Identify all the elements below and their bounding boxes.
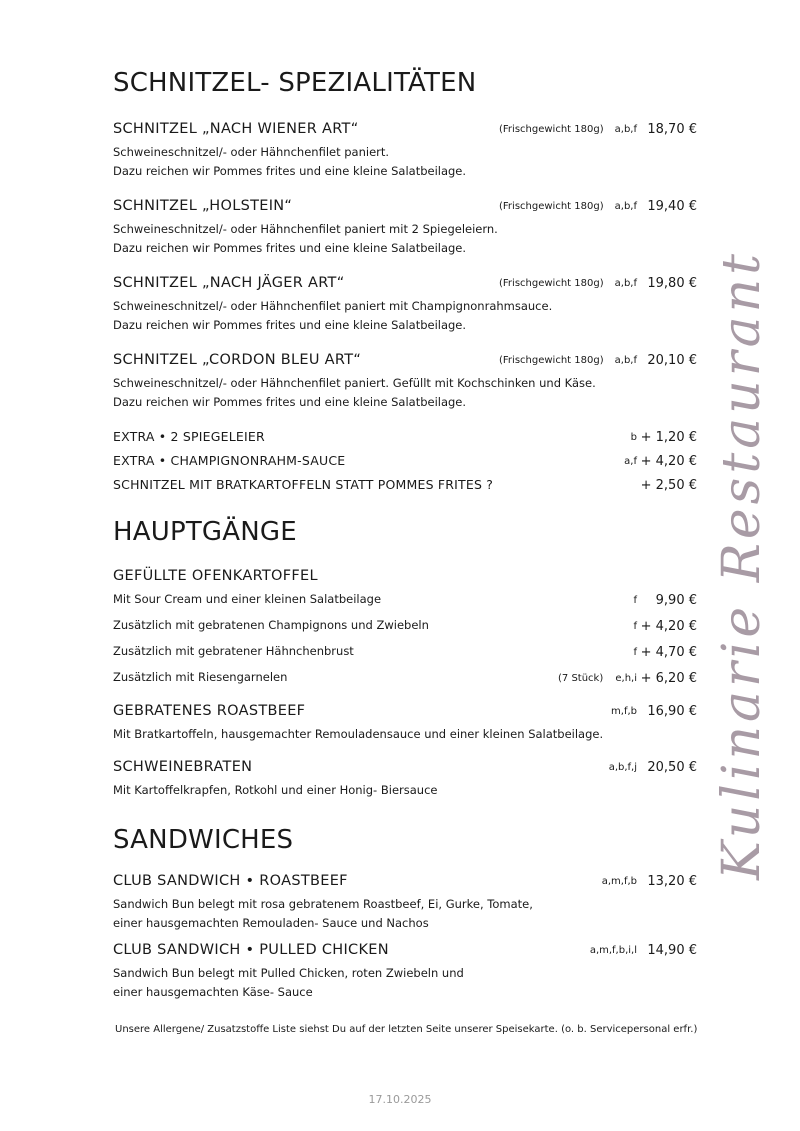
extra-item xyxy=(113,429,699,449)
item-allergens: a,b,f xyxy=(614,124,637,135)
item-allergens: a,m,f,b,i,l xyxy=(589,945,637,956)
item-weight: (Frischgewicht 180g) xyxy=(499,278,604,289)
item-weight: (Frischgewicht 180g) xyxy=(499,355,604,366)
item-allergens: a,m,f,b xyxy=(601,876,637,887)
allergen-footnote: Unsere Allergene/ Zusatzstoffe Liste siehst Du auf der letzten Seite unserer Speisekarte. (o. b. Servicepersonal erfr.) xyxy=(115,1024,698,1035)
menu-item xyxy=(113,352,699,412)
option-text: Zusätzlich mit gebratenen Champignons und Zwiebeln xyxy=(113,618,429,632)
option-text: Zusätzlich mit Riesengarnelen xyxy=(113,670,288,684)
item-allergens: a,b,f xyxy=(614,201,637,212)
item-description: einer hausgemachten Remouladen- Sauce und Nachos xyxy=(113,916,429,930)
item-name: SCHNITZEL „NACH WIENER ART“ xyxy=(113,121,359,137)
item-name: SCHWEINEBRATEN xyxy=(113,759,253,775)
option-allergens: e,h,i xyxy=(615,673,637,684)
restaurant-logo: Kulinarie Restaurant xyxy=(712,250,772,880)
option-row xyxy=(113,618,699,638)
item-description: Dazu reichen wir Pommes frites und eine kleine Salatbeilage. xyxy=(113,318,467,332)
item-description: Schweineschnitzel/- oder Hähnchenfilet paniert. Gefüllt mit Kochschinken und Käse. xyxy=(113,376,596,390)
item-price: 20,10 € xyxy=(647,353,697,368)
item-description: Schweineschnitzel/- oder Hähnchenfilet paniert mit 2 Spiegeleiern. xyxy=(113,222,498,236)
extra-allergens: b xyxy=(630,432,637,443)
item-description: Dazu reichen wir Pommes frites und eine kleine Salatbeilage. xyxy=(113,241,467,255)
option-price: + 4,20 € xyxy=(640,619,697,634)
extra-name: SCHNITZEL MIT BRATKARTOFFELN STATT POMMES FRITES ? xyxy=(113,477,494,492)
menu-date: 17.10.2025 xyxy=(368,1093,432,1106)
item-name: SCHNITZEL „CORDON BLEU ART“ xyxy=(113,352,362,368)
item-allergens: a,b,f xyxy=(614,355,637,366)
option-row xyxy=(113,670,699,690)
section-title-schnitzel: SCHNITZEL- SPEZIALITÄTEN xyxy=(113,68,477,98)
item-description: Sandwich Bun belegt mit rosa gebratenem Roastbeef, Ei, Gurke, Tomate, xyxy=(113,897,533,911)
item-description: Sandwich Bun belegt mit Pulled Chicken, roten Zwiebeln und xyxy=(113,966,464,980)
option-allergens: f xyxy=(633,621,637,632)
item-price: 20,50 € xyxy=(647,760,697,775)
item-price: 16,90 € xyxy=(647,704,697,719)
item-name: GEBRATENES ROASTBEEF xyxy=(113,703,306,719)
item-weight: (Frischgewicht 180g) xyxy=(499,201,604,212)
item-description: einer hausgemachten Käse- Sauce xyxy=(113,985,313,999)
option-price: + 4,70 € xyxy=(640,645,697,660)
item-name: SCHNITZEL „NACH JÄGER ART“ xyxy=(113,275,345,291)
menu-item xyxy=(113,275,699,335)
option-allergens: f xyxy=(633,595,637,606)
item-allergens: a,b,f xyxy=(614,278,637,289)
option-price: + 6,20 € xyxy=(640,671,697,686)
item-description: Dazu reichen wir Pommes frites und eine kleine Salatbeilage. xyxy=(113,164,467,178)
option-allergens: f xyxy=(633,647,637,658)
menu-item xyxy=(113,703,699,744)
extra-item xyxy=(113,477,699,497)
item-description: Mit Bratkartoffeln, hausgemachter Remouladensauce und einer kleinen Salatbeilage. xyxy=(113,727,604,741)
item-weight: (Frischgewicht 180g) xyxy=(499,124,604,135)
extra-price: + 1,20 € xyxy=(640,430,697,445)
item-name: SCHNITZEL „HOLSTEIN“ xyxy=(113,198,293,214)
extra-name: EXTRA • 2 SPIEGELEIER xyxy=(113,429,265,444)
item-allergens: a,b,f,j xyxy=(608,762,637,773)
item-price: 13,20 € xyxy=(647,874,697,889)
section-title-sandwiches: SANDWICHES xyxy=(113,825,294,855)
extra-price: + 4,20 € xyxy=(640,454,697,469)
section-title-hauptgaenge: HAUPTGÄNGE xyxy=(113,517,297,547)
option-weight: (7 Stück) xyxy=(558,673,604,684)
option-price: 9,90 € xyxy=(655,593,697,608)
extra-item xyxy=(113,453,699,473)
item-price: 19,80 € xyxy=(647,276,697,291)
item-name: CLUB SANDWICH • PULLED CHICKEN xyxy=(113,942,389,958)
option-row xyxy=(113,644,699,664)
option-row xyxy=(113,592,699,612)
option-text: Mit Sour Cream und einer kleinen Salatbeilage xyxy=(113,592,382,606)
item-description: Mit Kartoffelkrapfen, Rotkohl und einer Honig- Biersauce xyxy=(113,783,438,797)
menu-item xyxy=(113,198,699,258)
extra-price: + 2,50 € xyxy=(640,478,697,493)
menu-item xyxy=(113,121,699,181)
extra-name: EXTRA • CHAMPIGNONRAHM-SAUCE xyxy=(113,453,346,468)
item-price: 14,90 € xyxy=(647,943,697,958)
item-description: Schweineschnitzel/- oder Hähnchenfilet paniert mit Champignonrahmsauce. xyxy=(113,299,553,313)
menu-item xyxy=(113,873,699,933)
menu-item xyxy=(113,759,699,800)
item-description: Schweineschnitzel/- oder Hähnchenfilet paniert. xyxy=(113,145,390,159)
item-price: 18,70 € xyxy=(647,122,697,137)
extra-allergens: a,f xyxy=(624,456,637,467)
item-description: Dazu reichen wir Pommes frites und eine kleine Salatbeilage. xyxy=(113,395,467,409)
menu-item-ofenkartoffel xyxy=(113,568,699,588)
menu-item xyxy=(113,942,699,1002)
item-price: 19,40 € xyxy=(647,199,697,214)
option-text: Zusätzlich mit gebratener Hähnchenbrust xyxy=(113,644,354,658)
item-name: GEFÜLLTE OFENKARTOFFEL xyxy=(113,568,318,584)
item-name: CLUB SANDWICH • ROASTBEEF xyxy=(113,873,348,889)
item-allergens: m,f,b xyxy=(611,706,637,717)
